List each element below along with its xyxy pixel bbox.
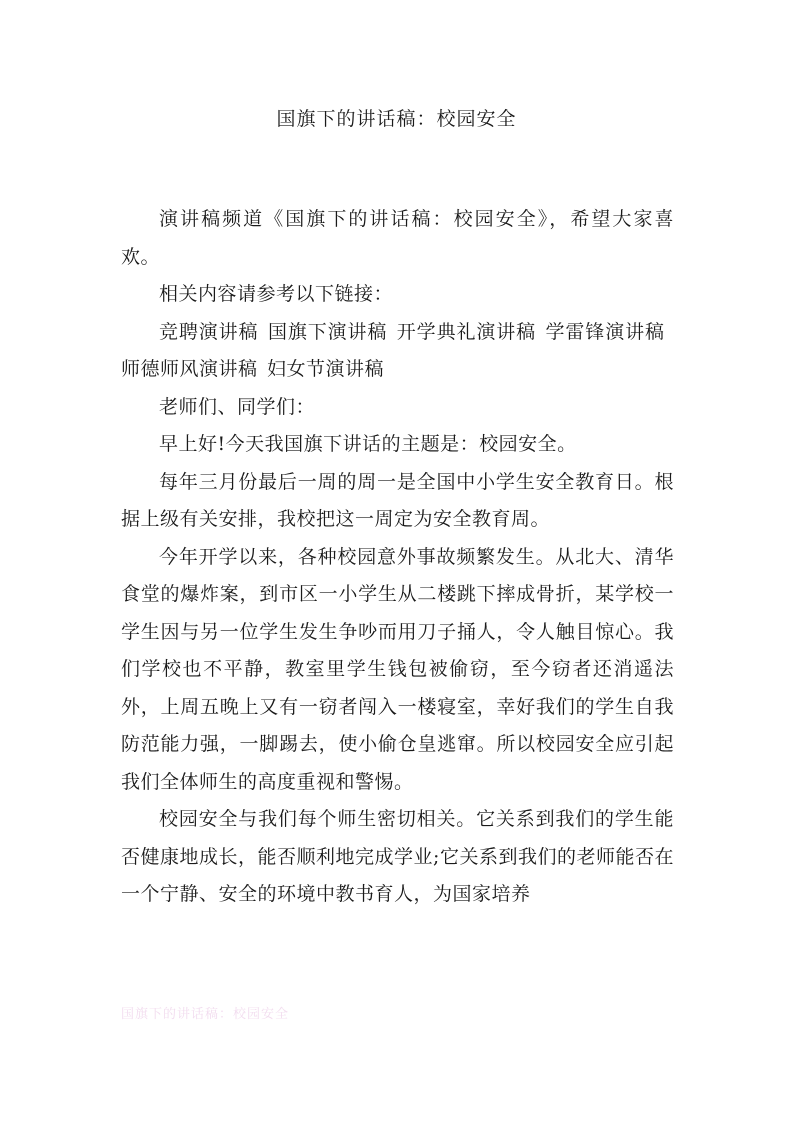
importance-paragraph: 校园安全与我们每个师生密切相关。它关系到我们的学生能否健康地成长，能否顺利地完成学业;它关系到我们的老师能否在一个宁静、安全的环境中教书育人，为国家培养: [121, 808, 674, 905]
incidents-paragraph: 今年开学以来，各种校园意外事故频繁发生。从北大、清华食堂的爆炸案，到市区一小学生从二楼跳下摔成骨折，某学校一学生因与另一位学生发生争吵而用刀子捅人，令人触目惊心。我们学校也不平静，教室里学生钱包被偷窃，至今窃者还消遥法外，上周五晚上又有一窃者闯入一楼寝室，幸好我们的学生自我防范能力强，一脚踢去，使小偷仓皇逃窜。所以校园安全应引起我们全体师生的高度重视和警惕。: [121, 545, 674, 793]
link-2[interactable]: 国旗下演讲稿: [267, 320, 388, 343]
link-5[interactable]: 师德师风演讲稿: [121, 358, 258, 380]
greeting-paragraph: 早上好!今天我国旗下讲话的主题是：校园安全。: [159, 433, 577, 455]
link-6[interactable]: 妇女节演讲稿: [267, 358, 385, 380]
link-1[interactable]: 竞聘演讲稿: [159, 320, 259, 343]
links-intro-paragraph: 相关内容请参考以下链接：: [159, 283, 394, 305]
document-body: [121, 201, 674, 914]
intro-paragraph: 演讲稿频道《国旗下的讲话稿：校园安全》，希望大家喜欢。: [121, 208, 674, 268]
related-links: [121, 314, 674, 389]
safety-day-paragraph: 每年三月份最后一周的周一是全国中小学生安全教育日。根据上级有关安排，我校把这一周定为安全教育周。: [121, 470, 674, 530]
link-3[interactable]: 开学典礼演讲稿: [396, 320, 537, 343]
watermark-text: 国旗下的讲话稿：校园安全: [121, 1007, 290, 1022]
page-title: 国旗下的讲话稿：校园安全: [276, 108, 517, 130]
salutation-paragraph: 老师们、同学们：: [159, 395, 316, 418]
link-4[interactable]: 学雷锋演讲稿: [545, 320, 665, 343]
